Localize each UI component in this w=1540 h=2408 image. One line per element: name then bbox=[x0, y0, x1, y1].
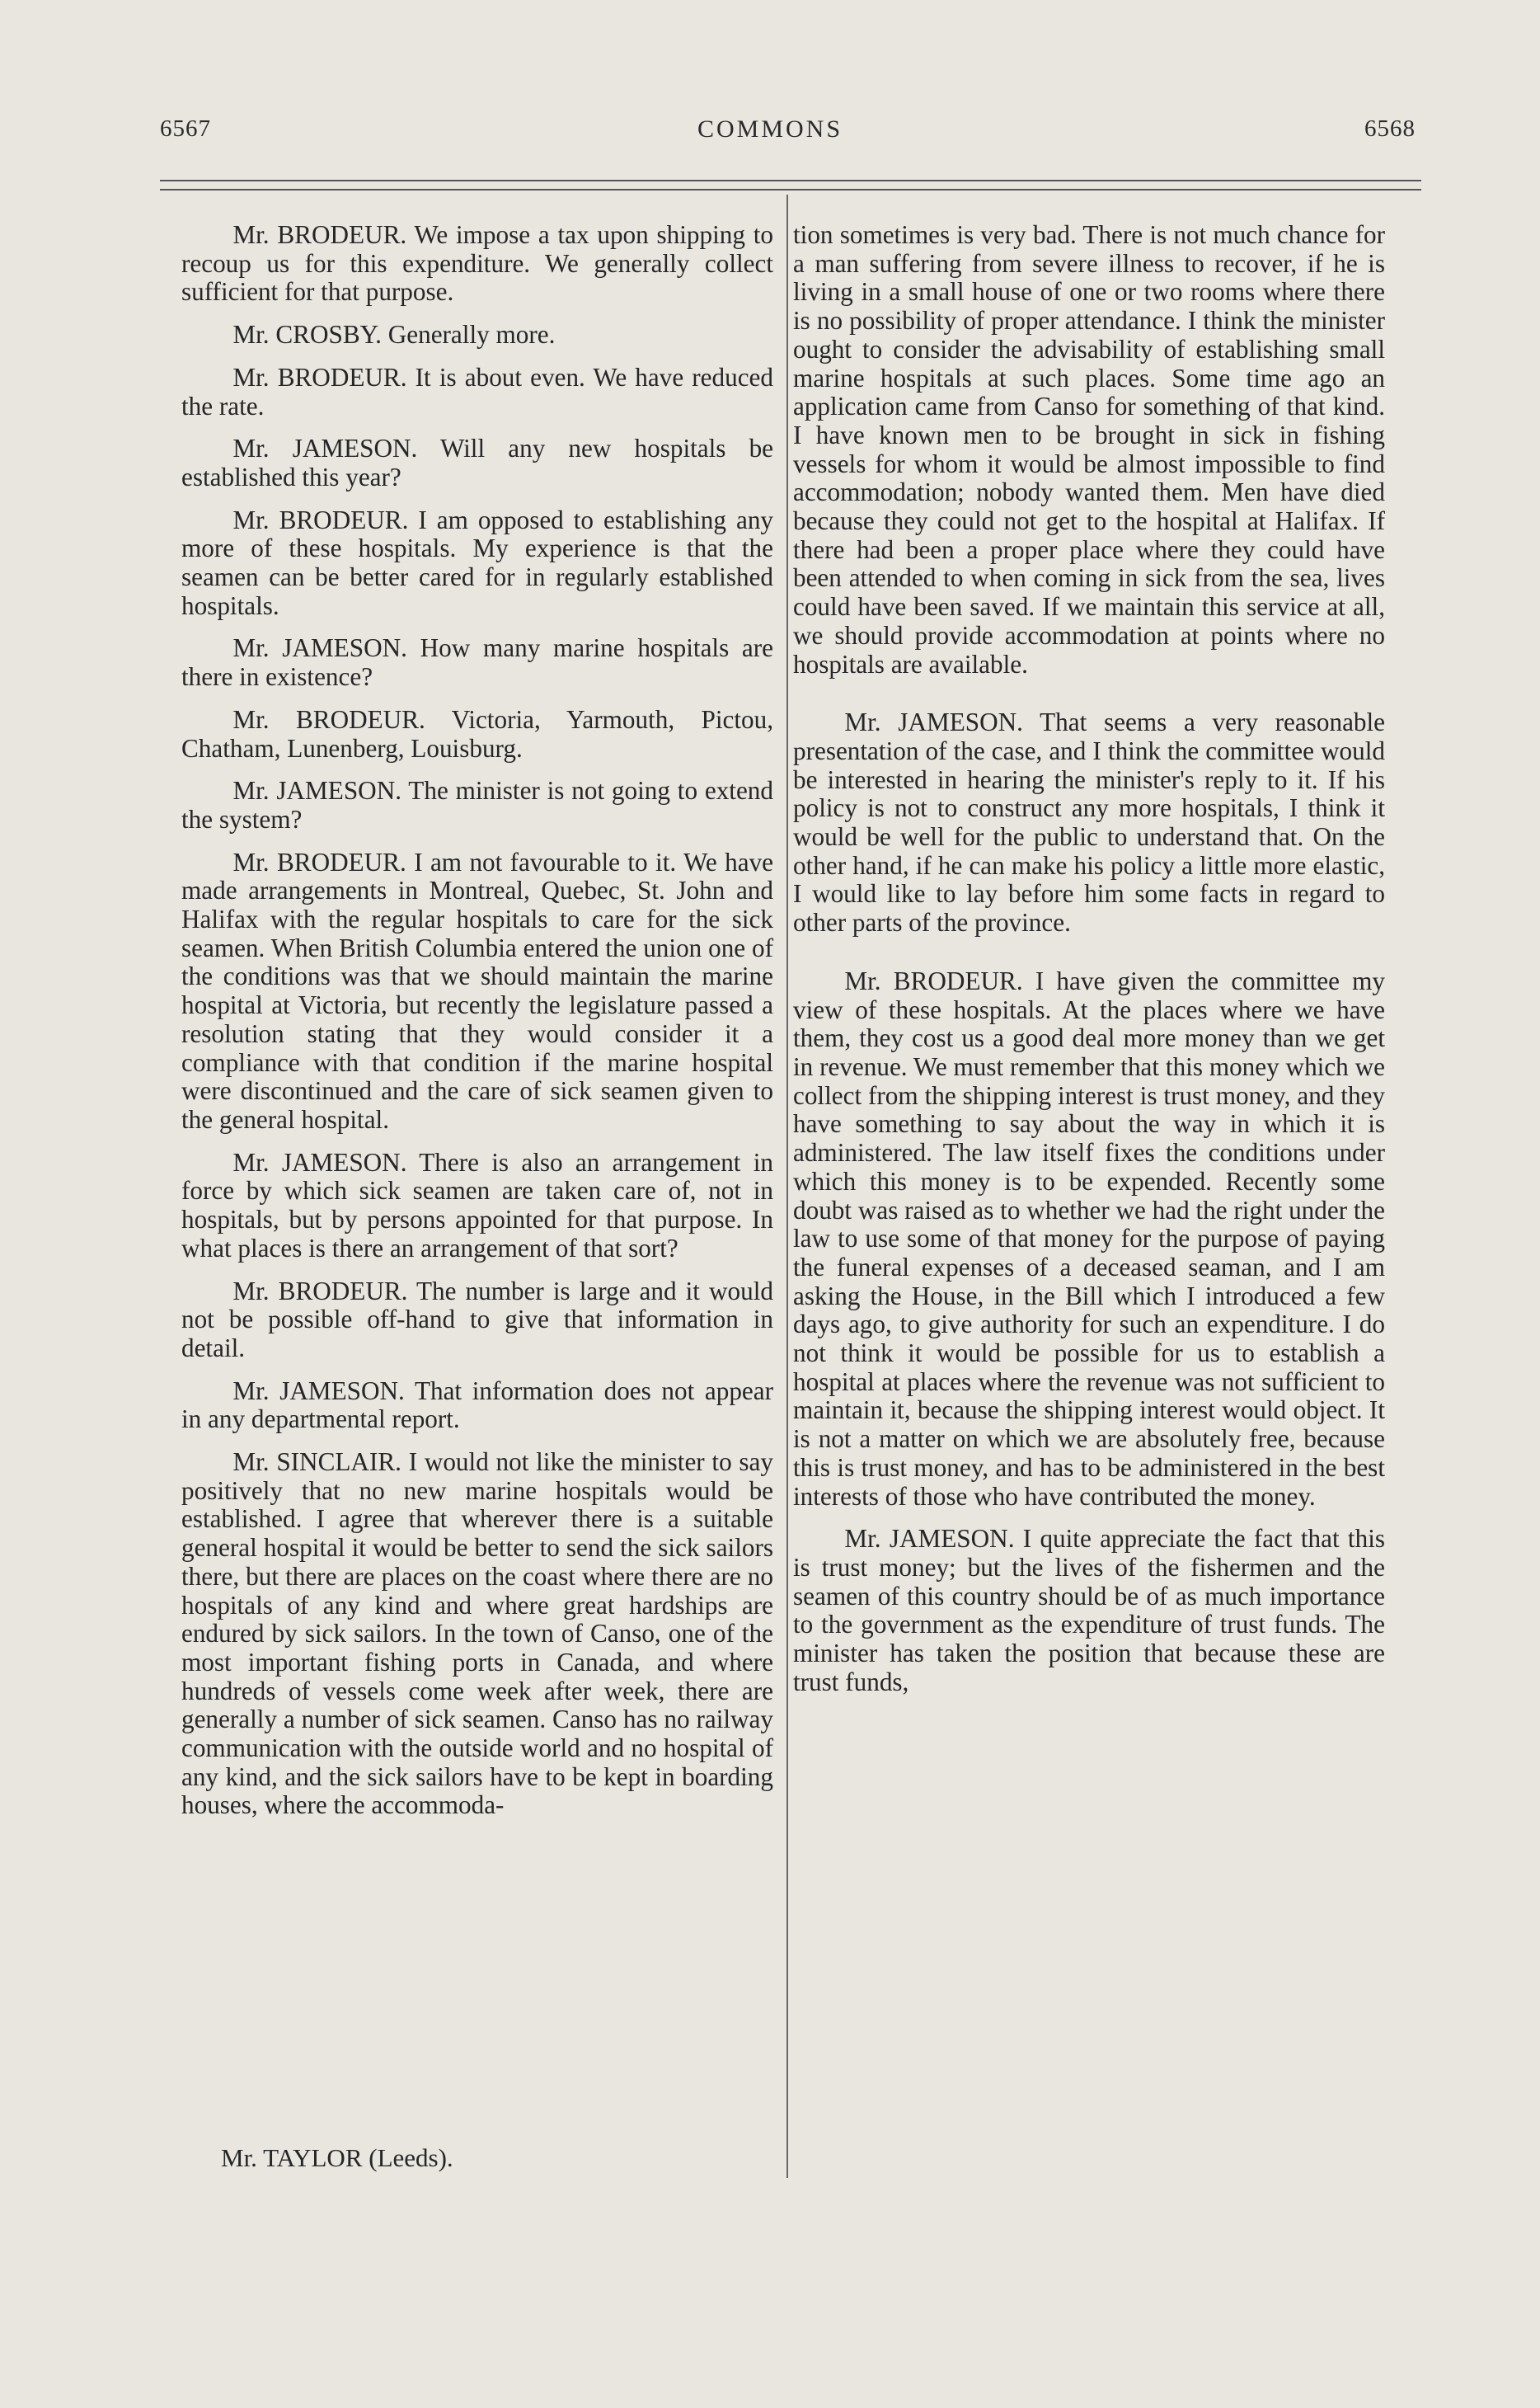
speech-text: We impose a tax upon shipping to recoup us for this expenditure. We generally collect sufficient for that purpose. bbox=[181, 220, 774, 307]
speech-paragraph bbox=[793, 1525, 1385, 1696]
speaker-name: Mr. JAMESON. bbox=[232, 1147, 407, 1177]
speech-paragraph bbox=[181, 777, 773, 834]
speaker-name: Mr. BRODEUR. bbox=[232, 505, 409, 534]
speech-paragraph bbox=[181, 706, 773, 763]
footer-member-name: Mr. TAYLOR (Leeds). bbox=[221, 2143, 453, 2172]
speech-text: It is about even. We have reduced the rate. bbox=[181, 362, 773, 421]
running-title: COMMONS bbox=[697, 115, 843, 143]
left-column bbox=[181, 221, 773, 1834]
speech-text: The number is large and it would not be possible off-hand to give that information in detail. bbox=[181, 1276, 773, 1362]
speech-text: I have given the committee my view of these hospitals. At the places where we have them, they cost us a good deal more money than we get in revenue. We must remember that this money which we collect from the shipping interest is trust money, and they have something to say about the way in which it is administered. The law itself fixes the conditions under which this money is to be expended. Recently some doubt was raised as to whether we had the right under the law to use some of that money for the purpose of paying the funeral expenses of a deceased seaman, and I am asking the House, in the Bill which I introduced a few days ago, to give authority for such an expenditure. I do not think it would be possible for us to establish a hospital at places where the revenue was not sufficient to maintain it, because the shipping interest would object. It is not a matter on which we are absolutely free, because this is trust money, and has to be administered in the best interests of those who have contributed the money. bbox=[793, 966, 1386, 1511]
header-rule-bottom bbox=[160, 189, 1421, 190]
speech-paragraph bbox=[181, 435, 773, 491]
speaker-name: Mr. SINCLAIR. bbox=[232, 1447, 401, 1477]
speech-text: I am opposed to establishing any more of these hospitals. My experience is that the seamen can be better cared for in regularly established hospitals. bbox=[181, 505, 774, 620]
page-number-left: 6567 bbox=[160, 115, 211, 142]
speaker-name: Mr. BRODEUR. bbox=[844, 966, 1023, 995]
speaker-name: Mr. BRODEUR. bbox=[232, 362, 407, 392]
speaker-name: Mr. JAMESON. bbox=[232, 1376, 405, 1405]
speech-paragraph bbox=[181, 634, 773, 691]
speech-text: I am not favourable to it. We have made arrangements in Montreal, Quebec, St. John and Halifax with the regular hospitals to care for the sick seamen. When British Columbia entered the union one of the conditions was that we should maintain the marine hospital at Victoria, but recently the legislature passed a resolution stating that they would consider it a compliance with that condition if the marine hospital were discontinued and the care of sick seamen given to the general hospital. bbox=[181, 847, 774, 1134]
speech-paragraph bbox=[181, 506, 773, 621]
speech-text: Generally more. bbox=[387, 320, 556, 350]
speech-paragraph bbox=[793, 221, 1385, 679]
speech-text: Will any new hospitals be established this year? bbox=[181, 434, 773, 491]
speaker-name: Mr. JAMESON. bbox=[844, 1524, 1015, 1554]
speaker-name: Mr. CROSBY. bbox=[232, 320, 382, 350]
speech-text: Victoria, Yarmouth, Pictou, Chatham, Lunenberg, Louisburg. bbox=[181, 704, 774, 763]
speech-paragraph bbox=[181, 1377, 773, 1434]
speaker-name: Mr. JAMESON. bbox=[232, 434, 418, 463]
speech-paragraph bbox=[181, 849, 773, 1135]
page-number-right: 6568 bbox=[1364, 115, 1416, 142]
speech-text: That seems a very reasonable presentation of the case, and I think the committee would be interested in hearing the minister's reply to it. If his policy is not to construct any more hospitals, I think it would be well for the public to understand that. On the other hand, if he can make his policy a little more elastic, I would like to lay before him some facts in regard to other parts of the province. bbox=[793, 708, 1386, 938]
speaker-name: Mr. JAMESON. bbox=[232, 633, 407, 663]
header-rule-top bbox=[160, 180, 1421, 181]
speech-text: I quite appreciate the fact that this is trust money; but the lives of the fishermen and the seamen of this country should be of as much importance to the government as the expenditure of trust funds. The minister has taken the position that because these are trust funds, bbox=[793, 1524, 1385, 1696]
speech-paragraph bbox=[793, 708, 1385, 938]
speaker-name: Mr. BRODEUR. bbox=[232, 704, 425, 734]
speaker-name: Mr. JAMESON. bbox=[232, 776, 402, 806]
speech-paragraph bbox=[181, 321, 773, 350]
speech-text: How many marine hospitals are there in existence? bbox=[181, 633, 773, 692]
speech-paragraph bbox=[181, 1448, 773, 1820]
speech-text: There is also an arrangement in force by which sick seamen are taken care of, not in hospitals, but by persons appointed for that purpose. In what places is there an arrangement of that sort? bbox=[181, 1147, 774, 1263]
speaker-name: Mr. BRODEUR. bbox=[232, 847, 406, 877]
right-column bbox=[793, 221, 1385, 1710]
speaker-name: Mr. BRODEUR. bbox=[232, 1276, 408, 1305]
speech-text: That information does not appear in any departmental report. bbox=[181, 1376, 774, 1434]
speech-paragraph bbox=[181, 364, 773, 421]
speech-paragraph bbox=[181, 1149, 773, 1263]
speech-text: I would not like the minister to say positively that no new marine hospitals would be established. I agree that wherever there is a suitable general hospital it would be better to send the sick sailors there, but there are places on the coast where there are no hospitals of any kind and where great hardships are endured by sick sailors. In the town of Canso, one of the most important fishing ports in Canada, and where hundreds of vessels come week after week, there are generally a number of sick seamen. Canso has no railway communication with the outside world and no hospital of any kind, and the sick sailors have to be kept in boarding houses, where the accommoda- bbox=[181, 1447, 773, 1820]
speaker-name: Mr. BRODEUR. bbox=[232, 220, 407, 249]
speech-paragraph bbox=[793, 967, 1385, 1511]
speech-text: tion sometimes is very bad. There is not much chance for a man suffering from severe illness to recover, if he is living in a small house of one or two rooms where there is no possibility of proper attendance. I think the minister ought to consider the advisability of establishing small marine hospitals at such places. Some time ago an application came from Canso for something of that kind. I have known men to be brought in sick in fishing vessels for whom it would be almost impossible to find accommodation; nobody wanted them. Men have died because they could not get to the hospital at Halifax. If there had been a proper place where they could have been attended to when coming in sick from the sea, lives could have been saved. If we maintain this service at all, we should provide accommodation at points where no hospitals are available. bbox=[793, 220, 1385, 679]
speech-text: The minister is not going to extend the system? bbox=[181, 776, 773, 834]
speech-paragraph bbox=[181, 1277, 773, 1363]
speech-paragraph bbox=[181, 221, 773, 307]
speaker-name: Mr. JAMESON. bbox=[844, 708, 1023, 737]
column-divider bbox=[786, 195, 788, 2178]
